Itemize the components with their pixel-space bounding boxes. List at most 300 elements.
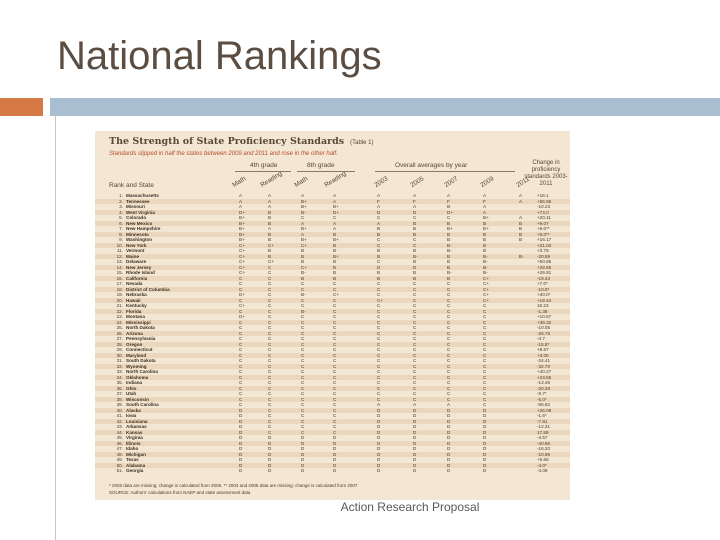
change-cell: +16.17: [537, 237, 552, 242]
year-grade-cell: D: [447, 451, 451, 457]
change-cell: -1.38: [537, 308, 548, 314]
grade-header-8th: 8th grade: [307, 162, 335, 169]
year-grade-cell: A: [519, 198, 523, 204]
change-cell: -56.82: [537, 402, 551, 407]
change-cell: +26.08: [537, 407, 552, 413]
grade-cell: C: [268, 319, 272, 325]
year-grade-cell: C: [483, 325, 487, 330]
grade-cell: C: [301, 429, 305, 435]
change-cell: +16.1: [537, 193, 549, 198]
left-vertical-rule: [55, 116, 56, 540]
rank-cell: 3.: [119, 204, 123, 209]
grade-cell: A: [268, 204, 272, 209]
state-cell: Kentucky: [126, 303, 147, 308]
year-grade-cell: A: [483, 209, 487, 215]
change-cell: +20.11: [537, 215, 551, 220]
year-grade-cell: D: [377, 424, 381, 429]
year-grade-cell: C+: [483, 286, 490, 292]
year-grade-cell: B-: [483, 253, 488, 259]
year-grade-cell: B: [413, 220, 417, 226]
grade-cell: C: [333, 352, 337, 358]
column-header: 2009: [479, 175, 496, 189]
state-cell: Florida: [126, 308, 142, 314]
column-header: Reading: [259, 170, 284, 189]
year-grade-cell: C: [447, 374, 451, 380]
header-underline: [235, 171, 291, 172]
grade-cell: D: [268, 457, 272, 462]
year-grade-cell: D: [377, 462, 381, 468]
year-grade-cell: F: [377, 198, 380, 204]
change-cell: -12.31: [537, 424, 551, 429]
grade-cell: C: [268, 418, 272, 424]
grade-cell: C: [239, 325, 243, 330]
year-grade-cell: A: [413, 204, 417, 209]
grade-cell: A: [268, 198, 272, 204]
grade-cell: C: [268, 391, 272, 396]
grade-cell: C: [301, 341, 305, 347]
grade-cell: C: [239, 336, 243, 341]
rank-cell: 12.: [116, 253, 123, 259]
year-grade-cell: D: [377, 468, 381, 473]
grade-cell: D: [333, 457, 337, 462]
grade-cell: C+: [239, 253, 246, 259]
table-footnote: * 2003 data are missing; change is calculated from 2005. ** 2003 and 2005 data are missing; change is calculated from 2007: [109, 483, 358, 488]
state-cell: Connecticut: [126, 347, 153, 352]
grade-cell: C: [301, 215, 305, 220]
year-grade-cell: B+: [483, 215, 489, 220]
year-grade-cell: B: [447, 220, 451, 226]
grade-cell: C: [333, 424, 337, 429]
grade-cell: C: [301, 369, 305, 374]
grade-cell: C: [239, 286, 243, 292]
grade-cell: D: [239, 457, 243, 462]
change-cell: -4.09: [537, 468, 548, 473]
year-grade-cell: D: [413, 429, 417, 435]
state-cell: Montana: [126, 314, 145, 319]
grade-cell: B-: [301, 292, 306, 297]
state-cell: Iowa: [126, 413, 137, 418]
year-grade-cell: C: [377, 363, 381, 369]
grade-cell: C: [333, 347, 337, 352]
state-cell: Washington: [126, 237, 153, 242]
change-header: Change in proficiency standards 2003-2011: [524, 160, 568, 187]
year-grade-cell: C: [447, 369, 451, 374]
change-cell: -7.81: [537, 418, 548, 424]
grade-cell: C: [268, 347, 272, 352]
grade-cell: C: [268, 330, 272, 336]
year-grade-cell: C: [447, 336, 451, 341]
year-grade-cell: C: [377, 325, 381, 330]
header-underline: [375, 171, 515, 172]
grade-cell: C: [268, 358, 272, 363]
grade-cell: D: [239, 451, 243, 457]
grade-cell: C: [301, 336, 305, 341]
year-grade-cell: C: [413, 292, 417, 297]
year-grade-cell: C: [377, 396, 381, 402]
grade-cell: C: [301, 314, 305, 319]
grade-cell: C: [333, 429, 337, 435]
grade-cell: B-: [301, 270, 306, 275]
grade-cell: C: [239, 275, 243, 281]
year-grade-cell: D: [483, 413, 487, 418]
rank-cell: 46.: [116, 440, 123, 446]
grade-cell: B+: [239, 220, 245, 226]
year-grade-cell: C: [413, 369, 417, 374]
grade-cell: C: [268, 385, 272, 391]
grade-cell: B: [301, 259, 305, 264]
state-cell: Georgia: [126, 468, 144, 473]
year-grade-cell: A: [377, 402, 381, 407]
year-grade-cell: C: [377, 391, 381, 396]
rank-state-header: Rank and State: [109, 182, 154, 189]
rank-cell: 32.: [116, 363, 123, 369]
state-cell: Mississippi: [126, 319, 151, 325]
grade-cell: C: [268, 325, 272, 330]
year-grade-cell: A: [483, 193, 487, 198]
year-grade-cell: C: [447, 358, 451, 363]
grade-cell: D: [268, 446, 272, 451]
rank-cell: 29.: [116, 347, 123, 352]
change-cell: -40.96: [537, 440, 551, 446]
column-header: Math: [231, 175, 248, 189]
change-cell: -19.43: [537, 275, 551, 281]
year-grade-cell: C: [483, 319, 487, 325]
year-grade-cell: C: [447, 330, 451, 336]
year-grade-cell: D: [413, 457, 417, 462]
change-cell: +26.81: [537, 270, 552, 275]
year-grade-cell: C: [377, 341, 381, 347]
year-grade-cell: D: [413, 435, 417, 440]
year-grade-cell: C: [413, 308, 417, 314]
year-grade-cell: C: [483, 314, 487, 319]
change-cell: +5.66: [537, 457, 549, 462]
year-grade-cell: D: [483, 451, 487, 457]
grade-cell: D+: [239, 314, 246, 319]
change-cell: -4.7: [537, 336, 545, 341]
year-grade-cell: B: [483, 231, 487, 237]
rank-cell: 9.: [119, 237, 123, 242]
year-grade-cell: B: [413, 226, 417, 231]
rank-cell: 17.: [116, 281, 123, 286]
year-grade-cell: C+: [483, 292, 490, 297]
state-cell: Delaware: [126, 259, 147, 264]
change-cell: -10.23: [537, 204, 551, 209]
year-grade-cell: D: [413, 446, 417, 451]
rank-cell: 7.: [119, 226, 123, 231]
grade-cell: C: [333, 341, 337, 347]
grade-cell: B: [333, 231, 337, 237]
state-cell: South Dakota: [126, 358, 156, 363]
grade-cell: B+: [239, 215, 245, 220]
year-grade-cell: B-: [483, 270, 488, 275]
year-grade-cell: B: [377, 248, 381, 253]
grade-cell: C: [239, 297, 243, 303]
year-grade-cell: C: [377, 292, 381, 297]
grade-cell: D: [239, 468, 243, 473]
year-grade-cell: F: [413, 198, 416, 204]
year-grade-cell: C: [413, 325, 417, 330]
year-grade-cell: D: [483, 435, 487, 440]
year-grade-cell: C: [447, 215, 451, 220]
grade-cell: D: [301, 440, 305, 446]
year-grade-cell: C: [377, 281, 381, 286]
year-grade-cell: D: [447, 468, 451, 473]
year-grade-cell: B: [413, 231, 417, 237]
change-cell: +3.78: [537, 248, 549, 253]
year-grade-cell: D: [483, 462, 487, 468]
state-cell: Rhode Island: [126, 270, 155, 275]
state-cell: Arizona: [126, 330, 143, 336]
year-grade-cell: C: [447, 314, 451, 319]
grade-cell: C: [239, 363, 243, 369]
year-grade-cell: C: [483, 369, 487, 374]
grade-cell: C: [268, 374, 272, 380]
year-grade-cell: C: [483, 336, 487, 341]
grade-cell: C: [268, 297, 272, 303]
grade-cell: C: [333, 418, 337, 424]
year-grade-cell: C: [413, 374, 417, 380]
rank-cell: 35.: [116, 380, 123, 385]
grade-cell: D: [301, 468, 305, 473]
change-cell: +39.32: [537, 319, 552, 325]
state-cell: District of Columbia: [126, 286, 170, 292]
grade-cell: C: [301, 407, 305, 413]
rank-cell: 45.: [116, 435, 123, 440]
grade-cell: B+: [333, 253, 339, 259]
grade-cell: C: [239, 319, 243, 325]
grade-cell: D: [268, 435, 272, 440]
grade-cell: A: [301, 193, 305, 198]
year-grade-cell: C: [483, 303, 487, 308]
grade-cell: D: [239, 462, 243, 468]
year-grade-cell: C: [447, 352, 451, 358]
year-grade-cell: D: [413, 440, 417, 446]
grade-cell: C: [239, 308, 243, 314]
grade-cell: B+: [333, 237, 339, 242]
year-grade-cell: C: [413, 319, 417, 325]
year-grade-cell: A: [447, 193, 451, 198]
grade-cell: C: [268, 341, 272, 347]
change-cell: -15.8*: [537, 341, 550, 347]
year-grade-cell: C: [483, 308, 487, 314]
grade-cell: C: [239, 380, 243, 385]
year-grade-cell: C: [413, 237, 417, 242]
year-grade-cell: C: [377, 380, 381, 385]
grade-cell: C: [239, 374, 243, 380]
year-grade-cell: B: [377, 270, 381, 275]
rank-cell: 30.: [116, 352, 123, 358]
grade-cell: C: [301, 418, 305, 424]
grade-cell: C: [268, 407, 272, 413]
year-grade-cell: C: [377, 352, 381, 358]
year-grade-cell: C: [377, 319, 381, 325]
state-cell: Vermont: [126, 248, 145, 253]
year-grade-cell: C: [413, 215, 417, 220]
year-grade-cell: B: [447, 259, 451, 264]
grade-cell: C: [239, 396, 243, 402]
grade-cell: A: [239, 198, 243, 204]
rank-cell: 40.: [116, 407, 123, 413]
grade-cell: D+: [239, 292, 246, 297]
state-cell: Hawaii: [126, 297, 141, 303]
change-cell: -26.75: [537, 330, 551, 336]
title-rule-bar: [50, 98, 720, 116]
year-grade-cell: C: [413, 286, 417, 292]
year-grade-cell: C: [413, 336, 417, 341]
grade-cell: C: [333, 413, 337, 418]
rank-cell: 24.: [116, 319, 123, 325]
state-cell: Ohio: [126, 385, 137, 391]
grade-cell: D+: [239, 209, 246, 215]
year-grade-cell: C: [377, 374, 381, 380]
grade-cell: C: [239, 358, 243, 363]
year-grade-cell: C: [483, 347, 487, 352]
year-grade-cell: D: [413, 418, 417, 424]
grade-cell: C: [301, 352, 305, 358]
grade-cell: B: [301, 248, 305, 253]
grade-cell: C: [333, 314, 337, 319]
rank-cell: 28.: [116, 341, 123, 347]
year-grade-cell: D: [377, 435, 381, 440]
grade-cell: C: [301, 347, 305, 352]
rank-cell: 51.: [116, 468, 123, 473]
year-grade-cell: C: [377, 347, 381, 352]
grade-cell: C: [301, 385, 305, 391]
grade-cell: B-: [301, 209, 306, 215]
grade-cell: B-: [301, 308, 306, 314]
grade-cell: B+: [239, 237, 245, 242]
grade-cell: D: [239, 418, 243, 424]
year-grade-cell: C+: [483, 281, 490, 286]
grade-cell: D: [268, 440, 272, 446]
rank-cell: 25.: [116, 325, 123, 330]
year-grade-cell: C: [377, 336, 381, 341]
year-grade-cell: B: [519, 220, 523, 226]
grade-header-4th: 4th grade: [250, 162, 278, 169]
year-grade-cell: C: [447, 297, 451, 303]
grade-cell: C: [333, 319, 337, 325]
grade-cell: D: [333, 462, 337, 468]
grade-cell: A: [301, 220, 305, 226]
change-cell: +56.96: [537, 198, 552, 204]
grade-cell: B: [268, 215, 272, 220]
grade-cell: A: [239, 193, 243, 198]
year-grade-cell: C: [447, 385, 451, 391]
year-grade-cell: C: [413, 347, 417, 352]
rank-cell: 5.: [119, 215, 123, 220]
grade-cell: C: [301, 402, 305, 407]
change-cell: 16.23: [537, 303, 549, 308]
state-cell: Minnesota: [126, 231, 149, 237]
grade-cell: C: [268, 314, 272, 319]
rank-cell: 36.: [116, 385, 123, 391]
grade-cell: C+: [268, 259, 275, 264]
grade-cell: C: [301, 319, 305, 325]
grade-cell: C: [268, 275, 272, 281]
year-grade-cell: D: [413, 468, 417, 473]
grade-cell: B: [268, 209, 272, 215]
state-cell: Oregon: [126, 341, 143, 347]
state-cell: Nevada: [126, 281, 143, 286]
grade-cell: C: [333, 297, 337, 303]
grade-cell: D: [268, 468, 272, 473]
year-grade-cell: A: [413, 193, 417, 198]
year-grade-cell: C: [413, 303, 417, 308]
year-grade-cell: C: [483, 402, 487, 407]
grade-cell: D: [239, 424, 243, 429]
year-grade-cell: D: [447, 429, 451, 435]
table-source: SOURCE: Authors' calculations from NAEP and state assessment data: [109, 490, 251, 495]
year-grade-cell: A: [413, 402, 417, 407]
change-cell: +40.27: [537, 369, 552, 374]
rank-cell: 14.: [116, 264, 123, 270]
grade-cell: D: [301, 457, 305, 462]
grade-cell: C: [301, 325, 305, 330]
year-grade-cell: C: [377, 303, 381, 308]
year-grade-cell: D: [483, 429, 487, 435]
grade-cell: C: [268, 352, 272, 358]
state-cell: Pennsylvania: [126, 336, 156, 341]
change-cell: -4.0*: [537, 462, 547, 468]
grade-cell: C: [268, 396, 272, 402]
state-cell: Wyoming: [126, 363, 147, 369]
column-header: 2007: [443, 175, 460, 189]
grade-cell: B: [333, 275, 337, 281]
table-title: The Strength of State Proficiency Standards: [109, 136, 345, 147]
rank-cell: 37.: [116, 391, 123, 396]
grade-cell: A: [268, 193, 272, 198]
year-grade-cell: C: [483, 358, 487, 363]
grade-cell: C: [301, 391, 305, 396]
grade-cell: C: [301, 413, 305, 418]
change-cell: +6.0**: [537, 226, 550, 231]
grade-cell: C+: [268, 242, 275, 248]
table-subtitle: Standards slipped in half the states between 2009 and 2011 and rose in the other half.: [109, 151, 338, 157]
year-grade-cell: C: [483, 341, 487, 347]
rank-cell: 11.: [116, 248, 123, 253]
year-grade-cell: B: [447, 264, 451, 270]
year-grade-cell: C: [447, 396, 451, 402]
grade-cell: C: [239, 352, 243, 358]
grade-cell: D: [268, 462, 272, 468]
year-grade-cell: C: [483, 396, 487, 402]
year-grade-cell: D: [377, 264, 381, 270]
year-grade-cell: D: [447, 424, 451, 429]
state-cell: Louisiana: [126, 418, 148, 424]
year-grade-cell: B: [447, 275, 451, 281]
grade-cell: B: [333, 242, 337, 248]
year-grade-cell: C: [377, 237, 381, 242]
rank-cell: 43.: [116, 424, 123, 429]
grade-cell: C: [333, 363, 337, 369]
year-grade-cell: B: [377, 253, 381, 259]
rank-cell: 31.: [116, 358, 123, 363]
grade-cell: C: [268, 292, 272, 297]
grade-cell: B: [268, 237, 272, 242]
table-row: [95, 468, 570, 474]
year-grade-cell: B: [519, 231, 523, 237]
change-cell: +50.85: [537, 259, 552, 264]
year-grade-cell: B-: [519, 253, 524, 259]
grade-cell: B: [333, 264, 337, 270]
state-cell: Arkansas: [126, 424, 147, 429]
grade-cell: C: [301, 363, 305, 369]
change-cell: -13.46: [537, 380, 551, 385]
year-grade-cell: D: [447, 462, 451, 468]
grade-cell: B: [268, 248, 272, 253]
rank-cell: 1.: [119, 193, 123, 198]
state-cell: Illinois: [126, 440, 141, 446]
